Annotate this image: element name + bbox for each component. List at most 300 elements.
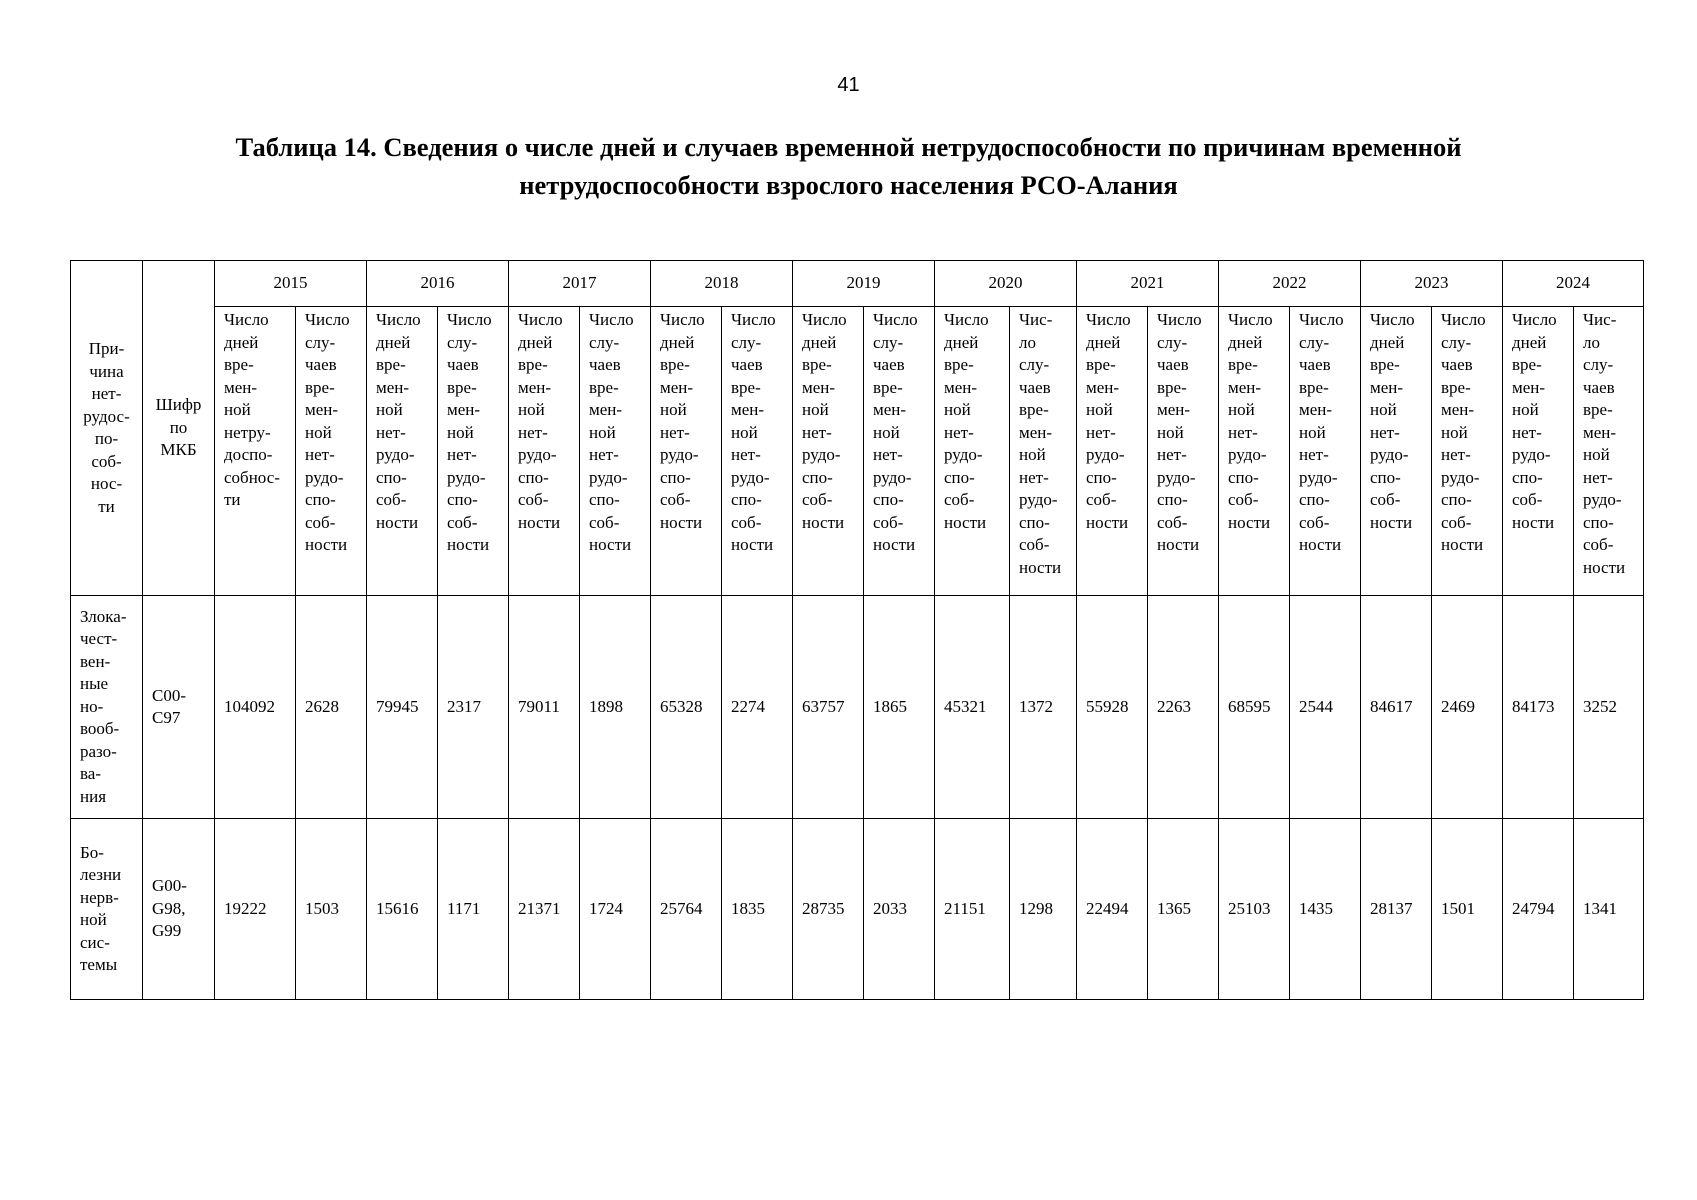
header-cases-count-line: вре- [1441,377,1471,397]
header-cases-count-line: ности [1583,557,1626,577]
header-cause-line: нет- [91,384,122,403]
header-days-count-line: ной [1086,400,1113,419]
header-cause-line: чина [89,361,124,381]
header-days-count-line: соб- [1512,490,1543,509]
header-cases-count-line: рудо- [873,467,912,487]
header-days-count-line: Число [1086,310,1131,329]
cases-value-cell: 2317 [438,596,509,819]
header-days-count-line: нет- [660,422,690,442]
header-days-count-line: ности [660,512,703,532]
header-days-count-line: спо- [1512,467,1543,487]
header-cases-count-line: соб- [305,512,336,532]
header-cases-count-line: Чис- [1583,310,1617,329]
header-cases-count-line: вре- [1583,400,1613,419]
header-cases-count-line: Число [1157,310,1202,329]
table-title [120,128,1577,204]
header-icd-code-line: по [169,417,188,437]
cases-value-cell: 1171 [438,819,509,1000]
cause-cell-line: Бо- [80,842,104,862]
header-cases-count-line: спо- [1299,490,1330,509]
days-value-cell: 15616 [367,819,438,1000]
header-cases-count-line: вре- [447,377,477,397]
header-cases-count-line: ности [589,535,632,554]
header-cases-count-line: спо- [589,490,620,509]
header-days-count-line: мен- [944,377,978,397]
header-cases-count-line: ной [1299,422,1326,442]
header-cases-count-line: спо- [305,490,336,509]
header-cases-count-line: соб- [447,512,478,532]
header-cases-count-line: вре- [1157,377,1187,397]
header-days-count-line: вре- [660,355,690,374]
header-days-count-line: вре- [944,355,974,374]
cases-value-cell: 1435 [1290,819,1361,1000]
header-days-count-line: рудо- [944,445,983,464]
header-cases-count-line: соб- [1583,535,1614,554]
cause-cell-line: ния [80,786,107,806]
header-cases-count-line: ной [1157,422,1184,442]
cases-value-cell: 1341 [1574,819,1644,1000]
header-days-count-line: дней [1228,332,1263,352]
days-value-cell: 28137 [1361,819,1432,1000]
header-days-count-line: нет- [518,422,548,442]
header-cases-count-line: вре- [873,377,903,397]
header-days-count-line: соб- [660,490,691,509]
header-cases-count-line: чаев [1583,377,1615,397]
header-cases-count-line: ности [1299,535,1342,554]
cases-value-cell: 2544 [1290,596,1361,819]
header-cases-count-line: Число [305,310,350,329]
header-days-count-line: дней [518,332,553,352]
header-cases-count-line: нет- [1157,445,1187,464]
icd-code-cell-line: C00- [152,685,186,705]
days-value-cell: 84617 [1361,596,1432,819]
header-cases-count [1010,307,1077,596]
page-number: 41 [837,74,860,96]
header-cases-count-line: чаев [873,355,905,374]
header-cases-count-line: спо- [1019,512,1050,532]
header-days-count [1077,307,1148,596]
header-cases-count-line: мен- [1299,400,1333,419]
header-days-count-line: ности [518,512,561,532]
header-cases-count-line: рудо- [1441,467,1480,487]
header-days-count-line: дней [660,332,695,352]
header-days-count [1503,307,1574,596]
header-days-count-line: рудо- [1370,445,1409,464]
header-cause-line: ти [98,496,115,516]
header-days-count-line: спо- [802,467,833,487]
header-days-count-line: ной [660,400,687,419]
days-value-cell: 22494 [1077,819,1148,1000]
header-cases-count-line: Число [589,310,634,329]
header-cases-count-line: ной [589,422,616,442]
header-cases-count-line: рудо- [1157,467,1196,487]
cause-cell-line: ва- [80,764,102,784]
days-value-cell: 84173 [1503,596,1574,819]
table-row [71,596,1644,819]
cause-cell [71,819,143,1000]
header-days-count-line: рудо- [376,445,415,464]
header-days-count-line: вре- [376,355,406,374]
header-cases-count-line: ности [305,535,348,554]
title-line-1: Таблица 14. Сведения о числе дней и случаев временной нетрудоспособности по причинам временной [235,132,1462,162]
header-days-count-line: нет- [1370,422,1400,442]
header-days-count-line: Число [660,310,705,329]
header-cases-count-line: спо- [873,490,904,509]
header-cases-count-line: чаев [1299,355,1331,374]
header-days-count-line: мен- [1228,377,1262,397]
header-days-count-line: ности [802,512,845,532]
header-cases-count-line: слу- [305,332,336,352]
header-cases-count-line: ло [1019,332,1036,352]
header-cases-count-line: Чис- [1019,310,1053,329]
header-cases-count-line: соб- [589,512,620,532]
header-cases-count-line: соб- [1157,512,1188,532]
header-days-count-line: ной [224,400,251,419]
header-cases-count-line: мен- [305,400,339,419]
header-cases-count-line: ности [731,535,774,554]
cases-value-cell: 2274 [722,596,793,819]
icd-code-cell [143,596,215,819]
header-days-count-line: дней [1086,332,1121,352]
header-cases-count-line: ной [305,422,332,442]
header-days-count-line: спо- [1370,467,1401,487]
header-cases-count-line: нет- [447,445,477,464]
header-days-count-line: нет- [1512,422,1542,442]
header-cases-count-line: рудо- [305,467,344,487]
table-row [71,819,1644,1000]
header-cause-line: рудос- [83,406,130,426]
sick-leave-table [70,260,1644,1000]
header-cases-count-line: рудо- [447,467,486,487]
cases-value-cell: 1298 [1010,819,1077,1000]
header-cases-count-line: слу- [447,332,478,352]
header-icd-code-line: МКБ [160,440,197,460]
header-days-count-line: соб- [802,490,833,509]
header-days-count-line: ной [944,400,971,419]
header-cases-count-line: рудо- [589,467,628,487]
header-cases-count-line: чаев [1019,377,1051,397]
header-cases-count-line: чаев [305,355,337,374]
header-cases-count-line: Число [873,310,918,329]
header-days-count-line: вре- [1512,355,1542,374]
days-value-cell: 79945 [367,596,438,819]
header-days-count-line: соб- [1228,490,1259,509]
header-year: 2015 [215,261,367,307]
header-days-count [367,307,438,596]
header-year: 2024 [1503,261,1644,307]
header-days-count-line: Число [518,310,563,329]
header-cases-count-line: нет- [305,445,335,464]
header-cases-count-line: рудо- [731,467,770,487]
header-cases-count-line: слу- [1019,355,1050,374]
header-cases-count-line: нет- [1299,445,1329,464]
header-days-count-line: ной [518,400,545,419]
header-days-count-line: нет- [944,422,974,442]
header-days-count-line: мен- [376,377,410,397]
cause-cell-line: темы [80,955,118,974]
header-days-count-line: ности [376,512,419,532]
header-cases-count-line: соб- [1441,512,1472,532]
header-days-count-line: Число [224,310,269,329]
icd-code-cell-line: G98, [152,898,186,918]
header-cases-count-line: рудо- [1299,467,1338,487]
header-days-count-line: Число [802,310,847,329]
header-days-count-line: Число [1512,310,1557,329]
header-cases-count-line: нет- [1019,467,1049,487]
cases-value-cell: 2033 [864,819,935,1000]
days-value-cell: 24794 [1503,819,1574,1000]
header-cases-count-line: чаев [447,355,479,374]
header-days-count-line: нет- [802,422,832,442]
header-cases-count [1290,307,1361,596]
cases-value-cell: 1365 [1148,819,1219,1000]
header-days-count-line: Число [1370,310,1415,329]
header-cases-count-line: мен- [447,400,481,419]
header-cases-count-line: слу- [1299,332,1330,352]
header-days-count-line: ности [944,512,987,532]
header-year: 2022 [1219,261,1361,307]
header-year: 2020 [935,261,1077,307]
icd-code-cell [143,819,215,1000]
header-cases-count [296,307,367,596]
header-cases-count-line: Число [447,310,492,329]
header-cases-count-line: спо- [1157,490,1188,509]
cause-cell-line: Злока- [80,606,127,626]
cases-value-cell: 1372 [1010,596,1077,819]
header-cause-line: При- [88,339,125,358]
cause-cell-line: нерв- [80,887,119,907]
header-days-count [1219,307,1290,596]
header-days-count-line: ной [1228,400,1255,419]
header-row-years [71,261,1644,307]
cases-value-cell: 1501 [1432,819,1503,1000]
header-days-count-line: соб- [944,490,975,509]
header-days-count-line: спо- [518,467,549,487]
days-value-cell: 25764 [651,819,722,1000]
header-cases-count-line: нет- [1583,467,1613,487]
header-cases-count-line: ной [731,422,758,442]
header-cases-count-line: слу- [589,332,620,352]
header-cases-count-line: соб- [1299,512,1330,532]
header-days-count-line: нет- [1228,422,1258,442]
header-cases-count-line: ности [873,535,916,554]
header-days-count-line: вре- [1370,355,1400,374]
days-value-cell: 63757 [793,596,864,819]
header-cases-count-line: чаев [589,355,621,374]
header-days-count-line: дней [1370,332,1405,352]
cause-cell-line: вооб- [80,719,120,739]
header-cases-count-line: чаев [1157,355,1189,374]
header-year: 2019 [793,261,935,307]
header-cause-line: соб- [91,451,122,471]
header-days-count-line: рудо- [1086,445,1125,464]
cases-value-cell: 1835 [722,819,793,1000]
header-days-count-line: мен- [224,377,258,397]
header-cases-count-line: спо- [1583,512,1614,532]
header-days-count-line: мен- [1512,377,1546,397]
cases-value-cell: 2628 [296,596,367,819]
cause-cell-line: сис- [80,932,110,952]
days-value-cell: 65328 [651,596,722,819]
header-cases-count-line: нет- [589,445,619,464]
header-cases-count [1432,307,1503,596]
header-year: 2021 [1077,261,1219,307]
header-days-count-line: мен- [660,377,694,397]
header-days-count-line: соб- [1370,490,1401,509]
header-days-count-line: доспо- [224,445,273,464]
header-cases-count-line: нет- [1441,445,1471,464]
header-cases-count-line: ной [1583,445,1610,464]
days-value-cell: 79011 [509,596,580,819]
cases-value-cell: 1503 [296,819,367,1000]
header-cases-count-line: рудо- [1583,490,1622,509]
cause-cell [71,596,143,819]
header-cases-count-line: слу- [873,332,904,352]
header-days-count-line: ной [1370,400,1397,419]
header-cases-count-line: Число [731,310,776,329]
header-cases-count-line: нет- [873,445,903,464]
header-days-count-line: спо- [1228,467,1259,487]
header-cases-count-line: спо- [447,490,478,509]
header-cases-count-line: нет- [731,445,761,464]
header-days-count-line: вре- [518,355,548,374]
header-cases-count-line: чаев [731,355,763,374]
header-cases-count-line: спо- [1441,490,1472,509]
header-cases-count [580,307,651,596]
header-cases-count-line: мен- [873,400,907,419]
header-days-count-line: рудо- [802,445,841,464]
header-cases-count-line: слу- [1583,355,1614,374]
days-value-cell: 28735 [793,819,864,1000]
header-days-count-line: дней [376,332,411,352]
header-cases-count-line: ной [1019,445,1046,464]
header-days-count-line: дней [802,332,837,352]
days-value-cell: 21151 [935,819,1010,1000]
header-days-count-line: дней [224,332,259,352]
days-value-cell: 55928 [1077,596,1148,819]
header-icd-code-line: Шифр [155,395,202,415]
cause-cell-line: ные [80,674,109,694]
header-cases-count-line: Число [1299,310,1344,329]
header-cases-count-line: Число [1441,310,1486,329]
header-year: 2016 [367,261,509,307]
header-cases-count-line: ной [447,422,474,442]
header-days-count-line: вре- [224,355,254,374]
header-days-count [215,307,296,596]
header-days-count-line: спо- [1086,467,1117,487]
header-days-count-line: рудо- [1228,445,1267,464]
cause-cell-line: ной [80,910,107,929]
header-cause-line: нос- [90,474,123,493]
header-days-count-line: нет- [1086,422,1116,442]
header-days-count-line: дней [1512,332,1547,352]
header-cases-count-line: ло [1583,332,1600,352]
header-cases-count [864,307,935,596]
header-cases-count-line: вре- [1299,377,1329,397]
header-days-count-line: соб- [1086,490,1117,509]
header-days-count-line: ности [1370,512,1413,532]
header-cases-count [1574,307,1644,596]
header-days-count-line: вре- [1086,355,1116,374]
header-days-count [509,307,580,596]
cases-value-cell: 2263 [1148,596,1219,819]
header-days-count-line: вре- [1228,355,1258,374]
header-days-count-line: собнос- [224,467,280,487]
days-value-cell: 45321 [935,596,1010,819]
header-days-count-line: рудо- [660,445,699,464]
header-days-count-line: соб- [518,490,549,509]
cases-value-cell: 3252 [1574,596,1644,819]
header-days-count-line: соб- [376,490,407,509]
header-days-count [935,307,1010,596]
cases-value-cell: 1865 [864,596,935,819]
header-cases-count [1148,307,1219,596]
header-days-count [793,307,864,596]
header-cases-count-line: вре- [305,377,335,397]
header-cases-count [438,307,509,596]
header-days-count-line: нет- [376,422,406,442]
cases-value-cell: 2469 [1432,596,1503,819]
header-days-count-line: рудо- [518,445,557,464]
header-cause [71,261,143,596]
icd-code-cell-line: G99 [152,921,182,941]
header-cases-count-line: вре- [589,377,619,397]
title-line-2: нетрудоспособности взрослого населения РСО-Алания [519,170,1178,200]
header-days-count-line: ной [376,400,403,419]
header-cases-count-line: вре- [731,377,761,397]
header-days-count-line: мен- [1370,377,1404,397]
header-cases-count-line: ности [447,535,490,554]
header-days-count-line: нетру- [224,422,271,442]
header-year: 2017 [509,261,651,307]
header-icd-code [143,261,215,596]
header-row-measures [71,307,1644,596]
header-days-count-line: Число [376,310,421,329]
days-value-cell: 21371 [509,819,580,1000]
header-days-count-line: ти [224,490,241,509]
cause-cell-line: лезни [80,865,122,884]
header-days-count-line: ности [1228,512,1271,532]
cases-value-cell: 1898 [580,596,651,819]
header-cases-count-line: соб- [1019,535,1050,554]
cause-cell-line: вен- [80,651,111,671]
header-cases-count-line: мен- [731,400,765,419]
cause-cell-line: чест- [80,629,118,649]
cases-value-cell: 1724 [580,819,651,1000]
header-days-count-line: ной [802,400,829,419]
header-cases-count-line: вре- [1019,400,1049,419]
header-cases-count-line: мен- [1157,400,1191,419]
header-cases-count-line: мен- [589,400,623,419]
header-days-count-line: мен- [518,377,552,397]
header-cases-count-line: слу- [1441,332,1472,352]
header-days-count [1361,307,1432,596]
header-days-count-line: спо- [376,467,407,487]
header-days-count-line: мен- [1086,377,1120,397]
header-days-count-line: мен- [802,377,836,397]
header-days-count-line: вре- [802,355,832,374]
days-value-cell: 104092 [215,596,296,819]
header-cases-count-line: ной [1441,422,1468,442]
icd-code-cell-line: C97 [152,708,181,727]
header-cases-count-line: ности [1441,535,1484,554]
header-days-count-line: дней [944,332,979,352]
header-cause-line: по- [94,429,119,448]
header-days-count-line: ности [1512,512,1555,532]
days-value-cell: 19222 [215,819,296,1000]
header-cases-count [722,307,793,596]
header-year: 2018 [651,261,793,307]
